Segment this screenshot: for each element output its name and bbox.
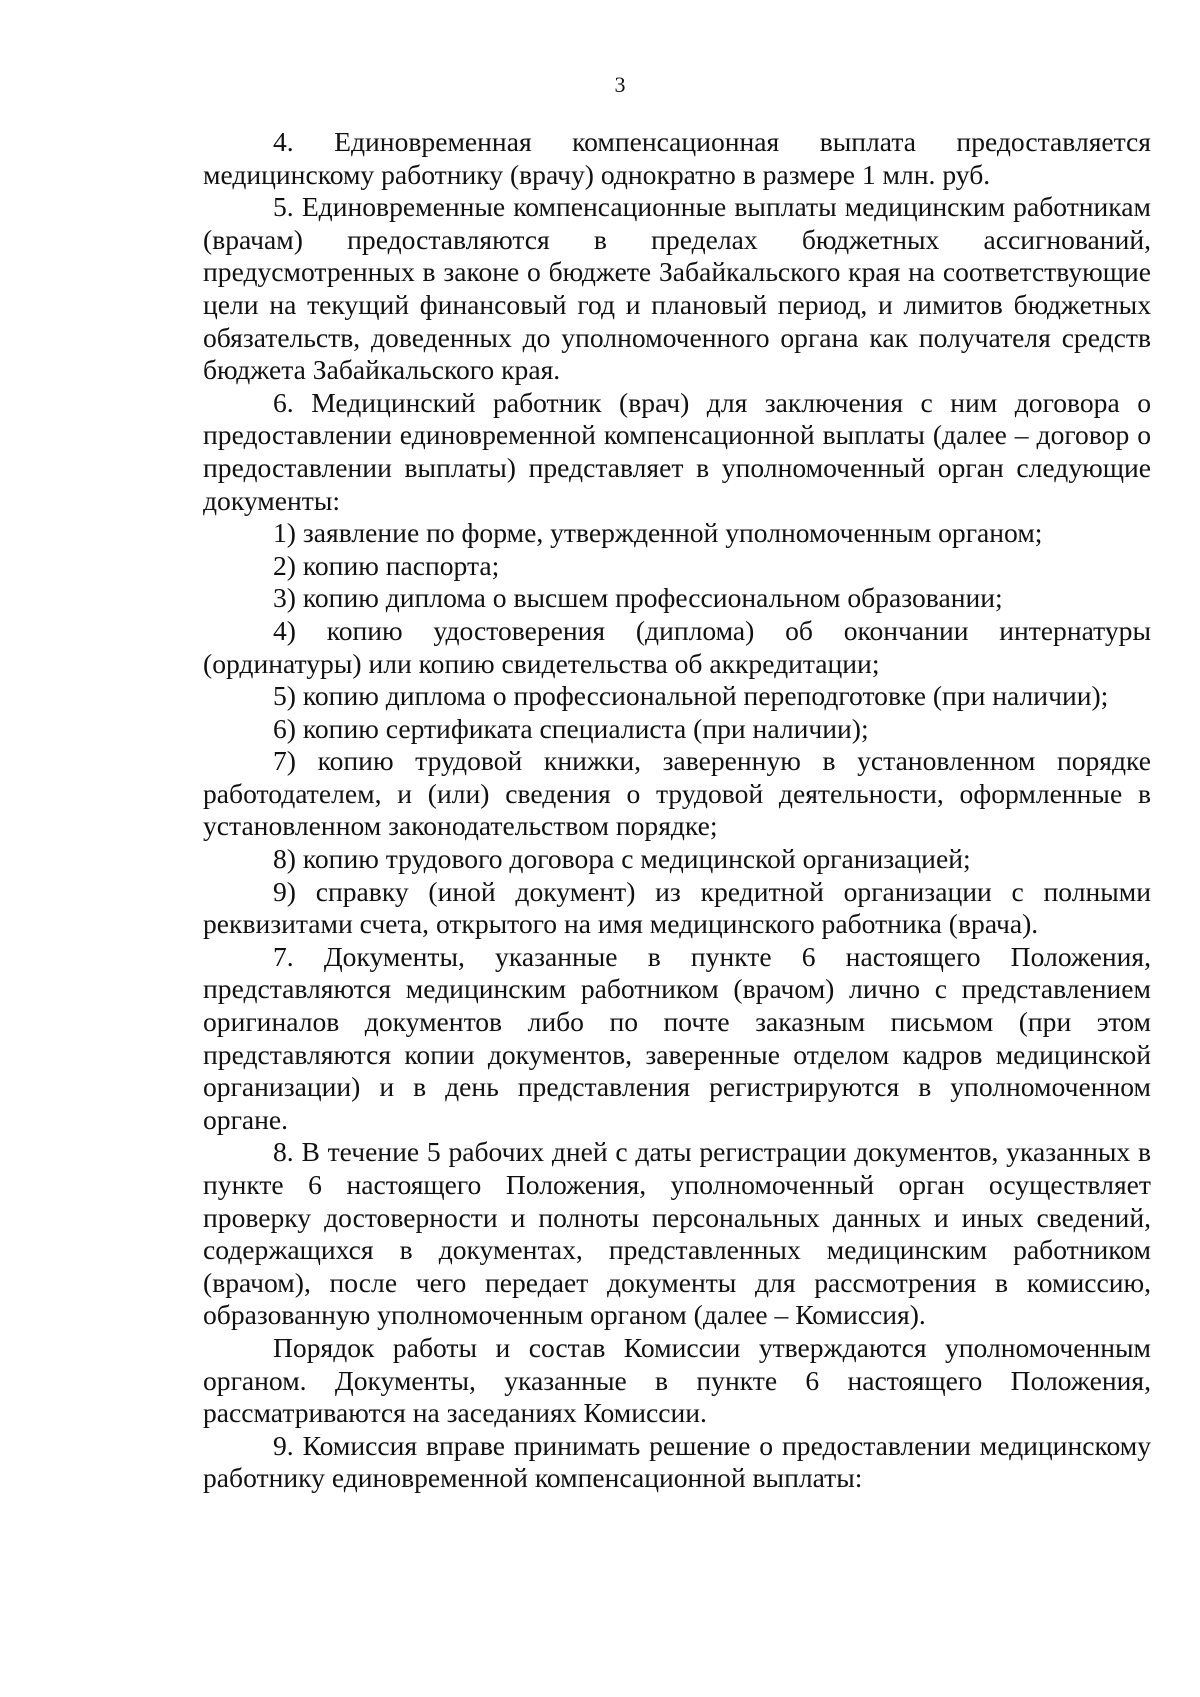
document-list-item-2: 2) копию паспорта; (273, 549, 500, 581)
document-list-item-6: 6) копию сертификата специалиста (при наличии); (273, 712, 869, 744)
paragraph-item-5: 5. Единовременные компенсационные выплаты медицинским работникам (врачам) предоставляются в пределах бюджетных ассигнований, предусмотренных в законе о бюджете Забайкальского края на соответствующие цели на текущий финансовый год и плановый период, и лимитов бюджетных обязательств, доведенных до уполномоченного органа как получателя средств бюджета Забайкальского края. (203, 191, 1151, 386)
document-list-item-8: 8) копию трудового договора с медицинской организацией; (273, 843, 971, 875)
document-body (203, 126, 1151, 1495)
commission-procedure-paragraph: Порядок работы и состав Комиссии утверждаются уполномоченным органом. Документы, указанные в пункте 6 настоящего Положения, рассматриваются на заседаниях Комиссии. (203, 1331, 1151, 1429)
document-list-item-4: 4) копию удостоверения (диплома) об окончании интернатуры (ординатуры) или копию свидетельства об аккредитации; (203, 614, 1151, 679)
paragraph-item-8: 8. В течение 5 рабочих дней с даты регистрации документов, указанных в пункте 6 настоящего Положения, уполномоченный орган осуществляет проверку достоверности и полноты персональных данных и иных сведений, содержащихся в документах, представленных медицинским работником (врачом), после чего передает документы для рассмотрения в комиссию, образованную уполномоченным органом (далее – Комиссия). (203, 1136, 1151, 1331)
document-list-item-1: 1) заявление по форме, утвержденной уполномоченным органом; (273, 517, 1043, 549)
document-list-item-3: 3) копию диплома о высшем профессиональном образовании; (273, 582, 1003, 614)
document-list-item-9: 9) справку (иной документ) из кредитной организации с полными реквизитами счета, открытого на имя медицинского работника (врача). (203, 875, 1151, 940)
paragraph-item-9: 9. Комиссия вправе принимать решение о предоставлении медицинскому работнику единовременной компенсационной выплаты: (203, 1429, 1151, 1494)
paragraph-item-4: 4. Единовременная компенсационная выплата предоставляется медицинскому работнику (врачу) однократно в размере 1 млн. руб. (203, 126, 1151, 190)
page-number: 3 (614, 72, 626, 97)
document-list-item-5: 5) копию диплома о профессиональной переподготовке (при наличии); (273, 680, 1109, 712)
paragraph-item-6: 6. Медицинский работник (врач) для заключения с ним договора о предоставлении единовременной компенсационной выплаты (далее – договор о предоставлении выплаты) представляет в уполномоченный орган следующие документы: (203, 386, 1151, 516)
paragraph-item-7: 7. Документы, указанные в пункте 6 настоящего Положения, представляются медицинским работником (врачом) лично с представлением оригиналов документов либо по почте заказным письмом (при этом представляются копии документов, заверенные отделом кадров медицинской организации) и в день представления регистрируются в уполномоченном органе. (203, 940, 1151, 1135)
document-list-item-7: 7) копию трудовой книжки, заверенную в установленном порядке работодателем, и (или) сведения о трудовой деятельности, оформленные в установленном законодательством порядке; (203, 745, 1151, 842)
